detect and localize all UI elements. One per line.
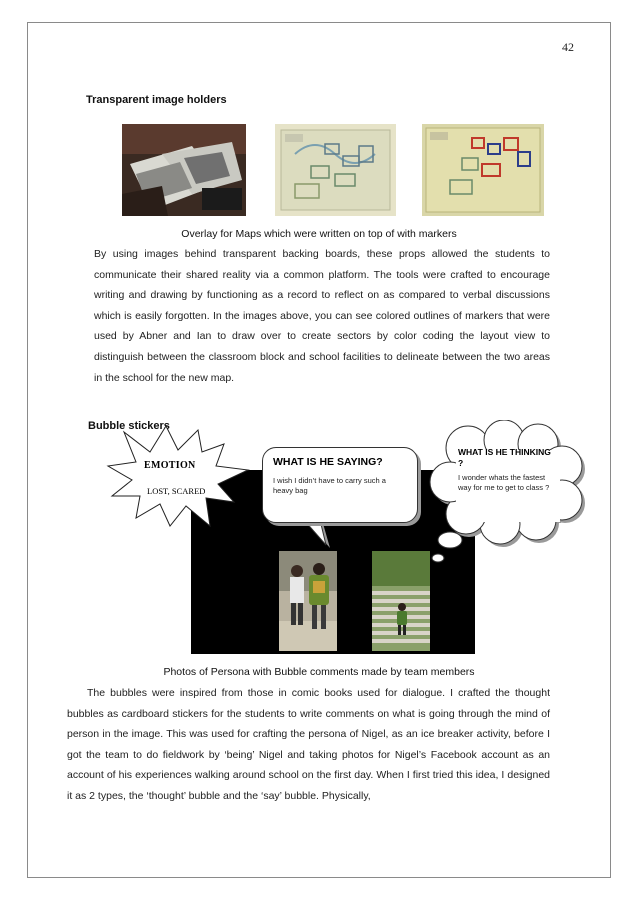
section-heading-transparent-holders: Transparent image holders <box>86 94 227 106</box>
say-bubble <box>262 447 418 523</box>
emotion-title: EMOTION <box>144 460 196 471</box>
thought-bubble-text: I wonder whats the fastest way for me to get to class ? <box>458 473 550 492</box>
paragraph-transparent-holders: By using images behind transparent backing boards, these props allowed the students to communicate their shared reality via a common platform. The tools were crafted to encourage writing and drawing by functioning as a record to reflect on as compared to verbal discussions which is easily forgotten. In the images above, you can see colored outlines of markers that were used by Abner and Ian to draw over to create sectors by color coding the layout view to distinguish between the classroom block and school facilities to delineate between the two areas in the school for the new map. <box>94 248 550 384</box>
thought-bubble <box>458 447 554 493</box>
say-bubble-title: WHAT IS HE SAYING? <box>273 456 383 468</box>
thought-cloud-shape <box>428 420 590 570</box>
photo-map-overlay-2 <box>422 124 544 216</box>
photo-persona-stairs <box>372 551 430 651</box>
photo-map-overlay-1 <box>275 124 396 216</box>
paragraph-bubble-stickers: The bubbles were inspired from those in comic books used for dialogue. I crafted the thought bubbles as cardboard stickers for the students to write comments on what is going through the mind of person in the image. This was used for crafting the persona of Nigel, as an ice breaker activity, before I got the team to do fieldwork by ‘being’ Nigel and taking photos for Nigel’s Facebook account as an account of his experiences walking around school on the first day. When I first tried this idea, I designed it as 2 types, the ‘thought’ bubble and the ‘say’ bubble. Physically, <box>67 687 550 802</box>
photo-desk-papers <box>122 124 246 216</box>
thought-bubble-title: WHAT IS HE THINKING ? <box>458 447 551 468</box>
section-heading-bubble-stickers: Bubble stickers <box>88 420 170 432</box>
photo-persona-front <box>279 551 337 651</box>
say-bubble-tail <box>300 520 340 550</box>
say-bubble-text: I wish I didn’t have to carry such a heavy bag <box>273 476 386 495</box>
caption-maps: Overlay for Maps which were written on top of with markers <box>181 228 457 240</box>
page-number: 42 <box>562 40 574 54</box>
emotion-burst-shape <box>106 422 254 532</box>
caption-persona: Photos of Persona with Bubble comments made by team members <box>163 666 475 678</box>
emotion-text: LOST, SCARED <box>147 486 206 496</box>
